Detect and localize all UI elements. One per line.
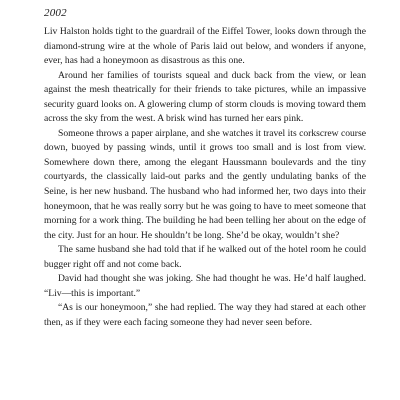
running-head: 2002 [44, 7, 67, 19]
body-text [44, 25, 366, 330]
paragraph-5: David had thought she was joking. She had thought he was. He’d half laughed. “Liv—this is important.” [44, 273, 366, 299]
paragraph-1: Liv Halston holds tight to the guardrail of the Eiffel Tower, looks down through the diamond-strung wire at the whole of Paris laid out below, and wonders if anyone, ever, has had a honeymoon as disastrous as this one. [44, 26, 366, 67]
paragraph-6: “As is our honeymoon,” she had replied. The way they had stared at each other then, as if they were each facing someone they had never seen before. [44, 302, 366, 328]
paragraph-3: Someone throws a paper airplane, and she watches it travel its corkscrew course down, buoyed by passing winds, until it grows too small and is lost from view. Somewhere down there, among the elegant Haussmann boulevards and the tiny courtyards, the classically laid-out parks and the gently undulating banks of the Seine, is her new husband. The husband who had informed her, two days into their honeymoon, that he was really sorry but he was going to have to meet someone that morning for a work thing. The building he had been telling her about on the edge of the city. Just for an hour. He shouldn’t be long. She’d be okay, wouldn’t she? [44, 127, 366, 241]
paragraph-2: Around her families of tourists squeal and duck back from the view, or lean against the mesh theatrically for their friends to take pictures, while an impassive security guard looks on. A glowering clump of storm clouds is moving toward them across the sky from the west. A brisk wind has turned her ears pink. [44, 69, 366, 125]
book-page [44, 6, 366, 330]
paragraph-4: The same husband she had told that if he walked out of the hotel room he could bugger right off and not come back. [44, 244, 366, 270]
